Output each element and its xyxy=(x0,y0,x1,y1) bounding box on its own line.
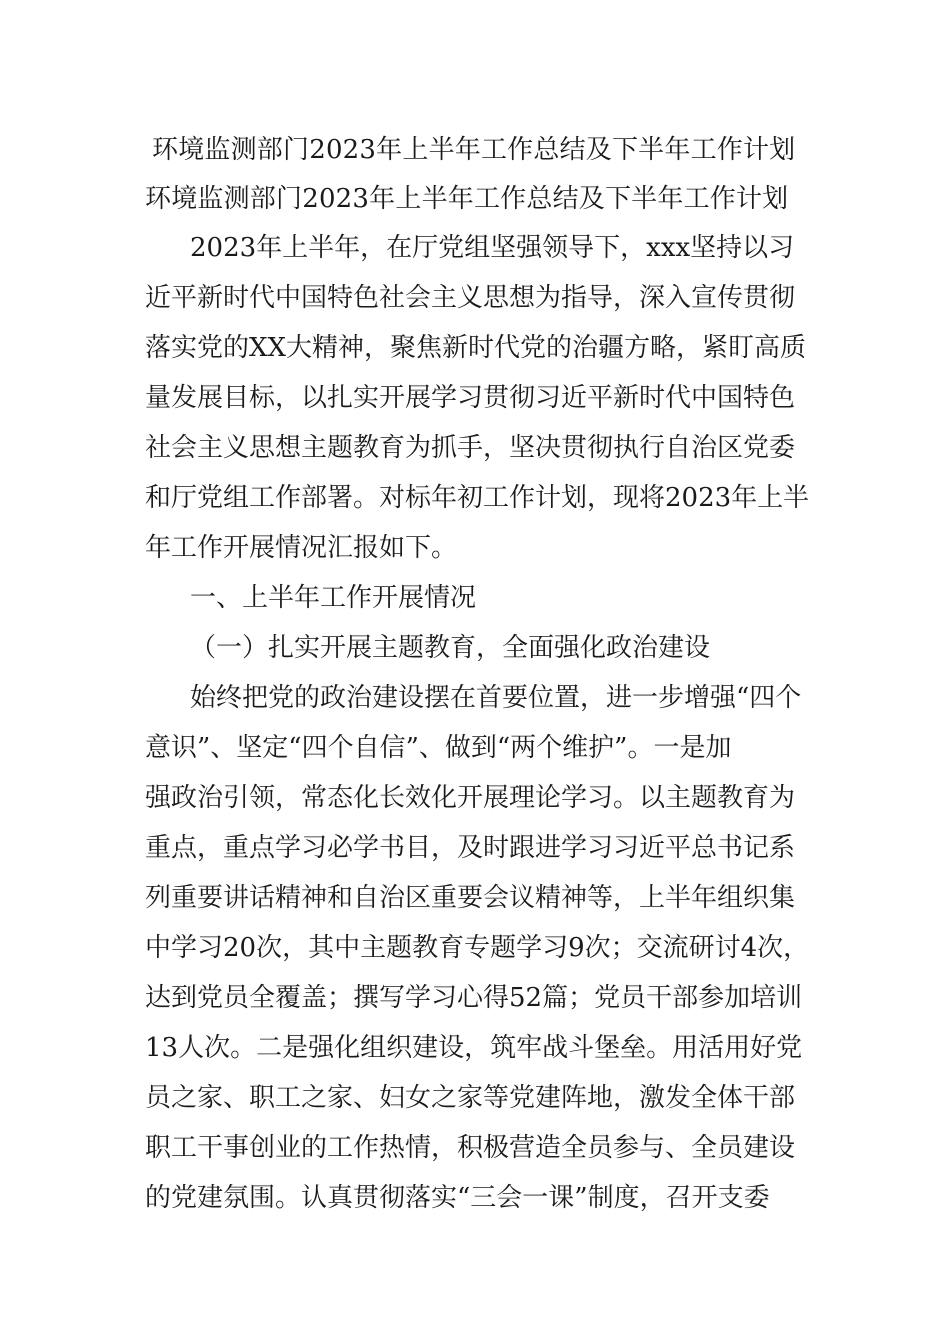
paragraph-line: 社会主义思想主题教育为抓手，坚决贯彻执行自治区党委 xyxy=(145,433,796,463)
paragraph-line: 13人次。二是强化组织建设，筑牢战斗堡垒。用活用好党 xyxy=(145,1033,803,1063)
paragraph-line: 始终把党的政治建设摆在首要位置，进一步增强“四个 xyxy=(190,683,802,713)
paragraph-line: 年工作开展情况汇报如下。 xyxy=(145,533,458,563)
section-heading: 一、上半年工作开展情况 xyxy=(190,583,477,613)
paragraph-line: 职工干事创业的工作热情，积极营造全员参与、全员建设 xyxy=(145,1133,796,1163)
paragraph-line: 和厅党组工作部署。对标年初工作计划，现将2023年上半 xyxy=(145,483,810,513)
paragraph-line: 强政治引领，常态化长效化开展理论学习。以主题教育为 xyxy=(145,783,796,813)
document-title-repeat: 环境监测部门2023年上半年工作总结及下半年工作计划 xyxy=(145,184,789,214)
paragraph-line: 2023年上半年，在厅党组坚强领导下，xxx坚持以习 xyxy=(190,233,795,263)
paragraph-line: 重点，重点学习必学书目，及时跟进学习习近平总书记系 xyxy=(145,833,796,863)
paragraph-line: 员之家、职工之家、妇女之家等党建阵地，激发全体干部 xyxy=(145,1083,796,1113)
document-title: 环境监测部门2023年上半年工作总结及下半年工作计划 xyxy=(152,135,796,165)
subsection-heading: （一）扎实开展主题教育，全面强化政治建设 xyxy=(190,633,711,663)
paragraph-line: 落实党的XX大精神，聚焦新时代党的治疆方略，紧盯高质 xyxy=(145,333,807,363)
paragraph-line: 的党建氛围。认真贯彻落实“三会一课”制度，召开支委 xyxy=(145,1183,770,1213)
paragraph-line: 列重要讲话精神和自治区重要会议精神等，上半年组织集 xyxy=(145,883,796,913)
paragraph-line: 量发展目标，以扎实开展学习贯彻习近平新时代中国特色 xyxy=(145,383,796,413)
paragraph-line: 近平新时代中国特色社会主义思想为指导，深入宣传贯彻 xyxy=(145,283,796,313)
paragraph-line: 达到党员全覆盖；撰写学习心得52篇；党员干部参加培训 xyxy=(145,983,803,1013)
paragraph-line: 意识”、坚定“四个自信”、做到“两个维护”。一是加 xyxy=(145,733,732,763)
paragraph-line: 中学习20次，其中主题教育专题学习9次；交流研讨4次， xyxy=(145,933,810,963)
